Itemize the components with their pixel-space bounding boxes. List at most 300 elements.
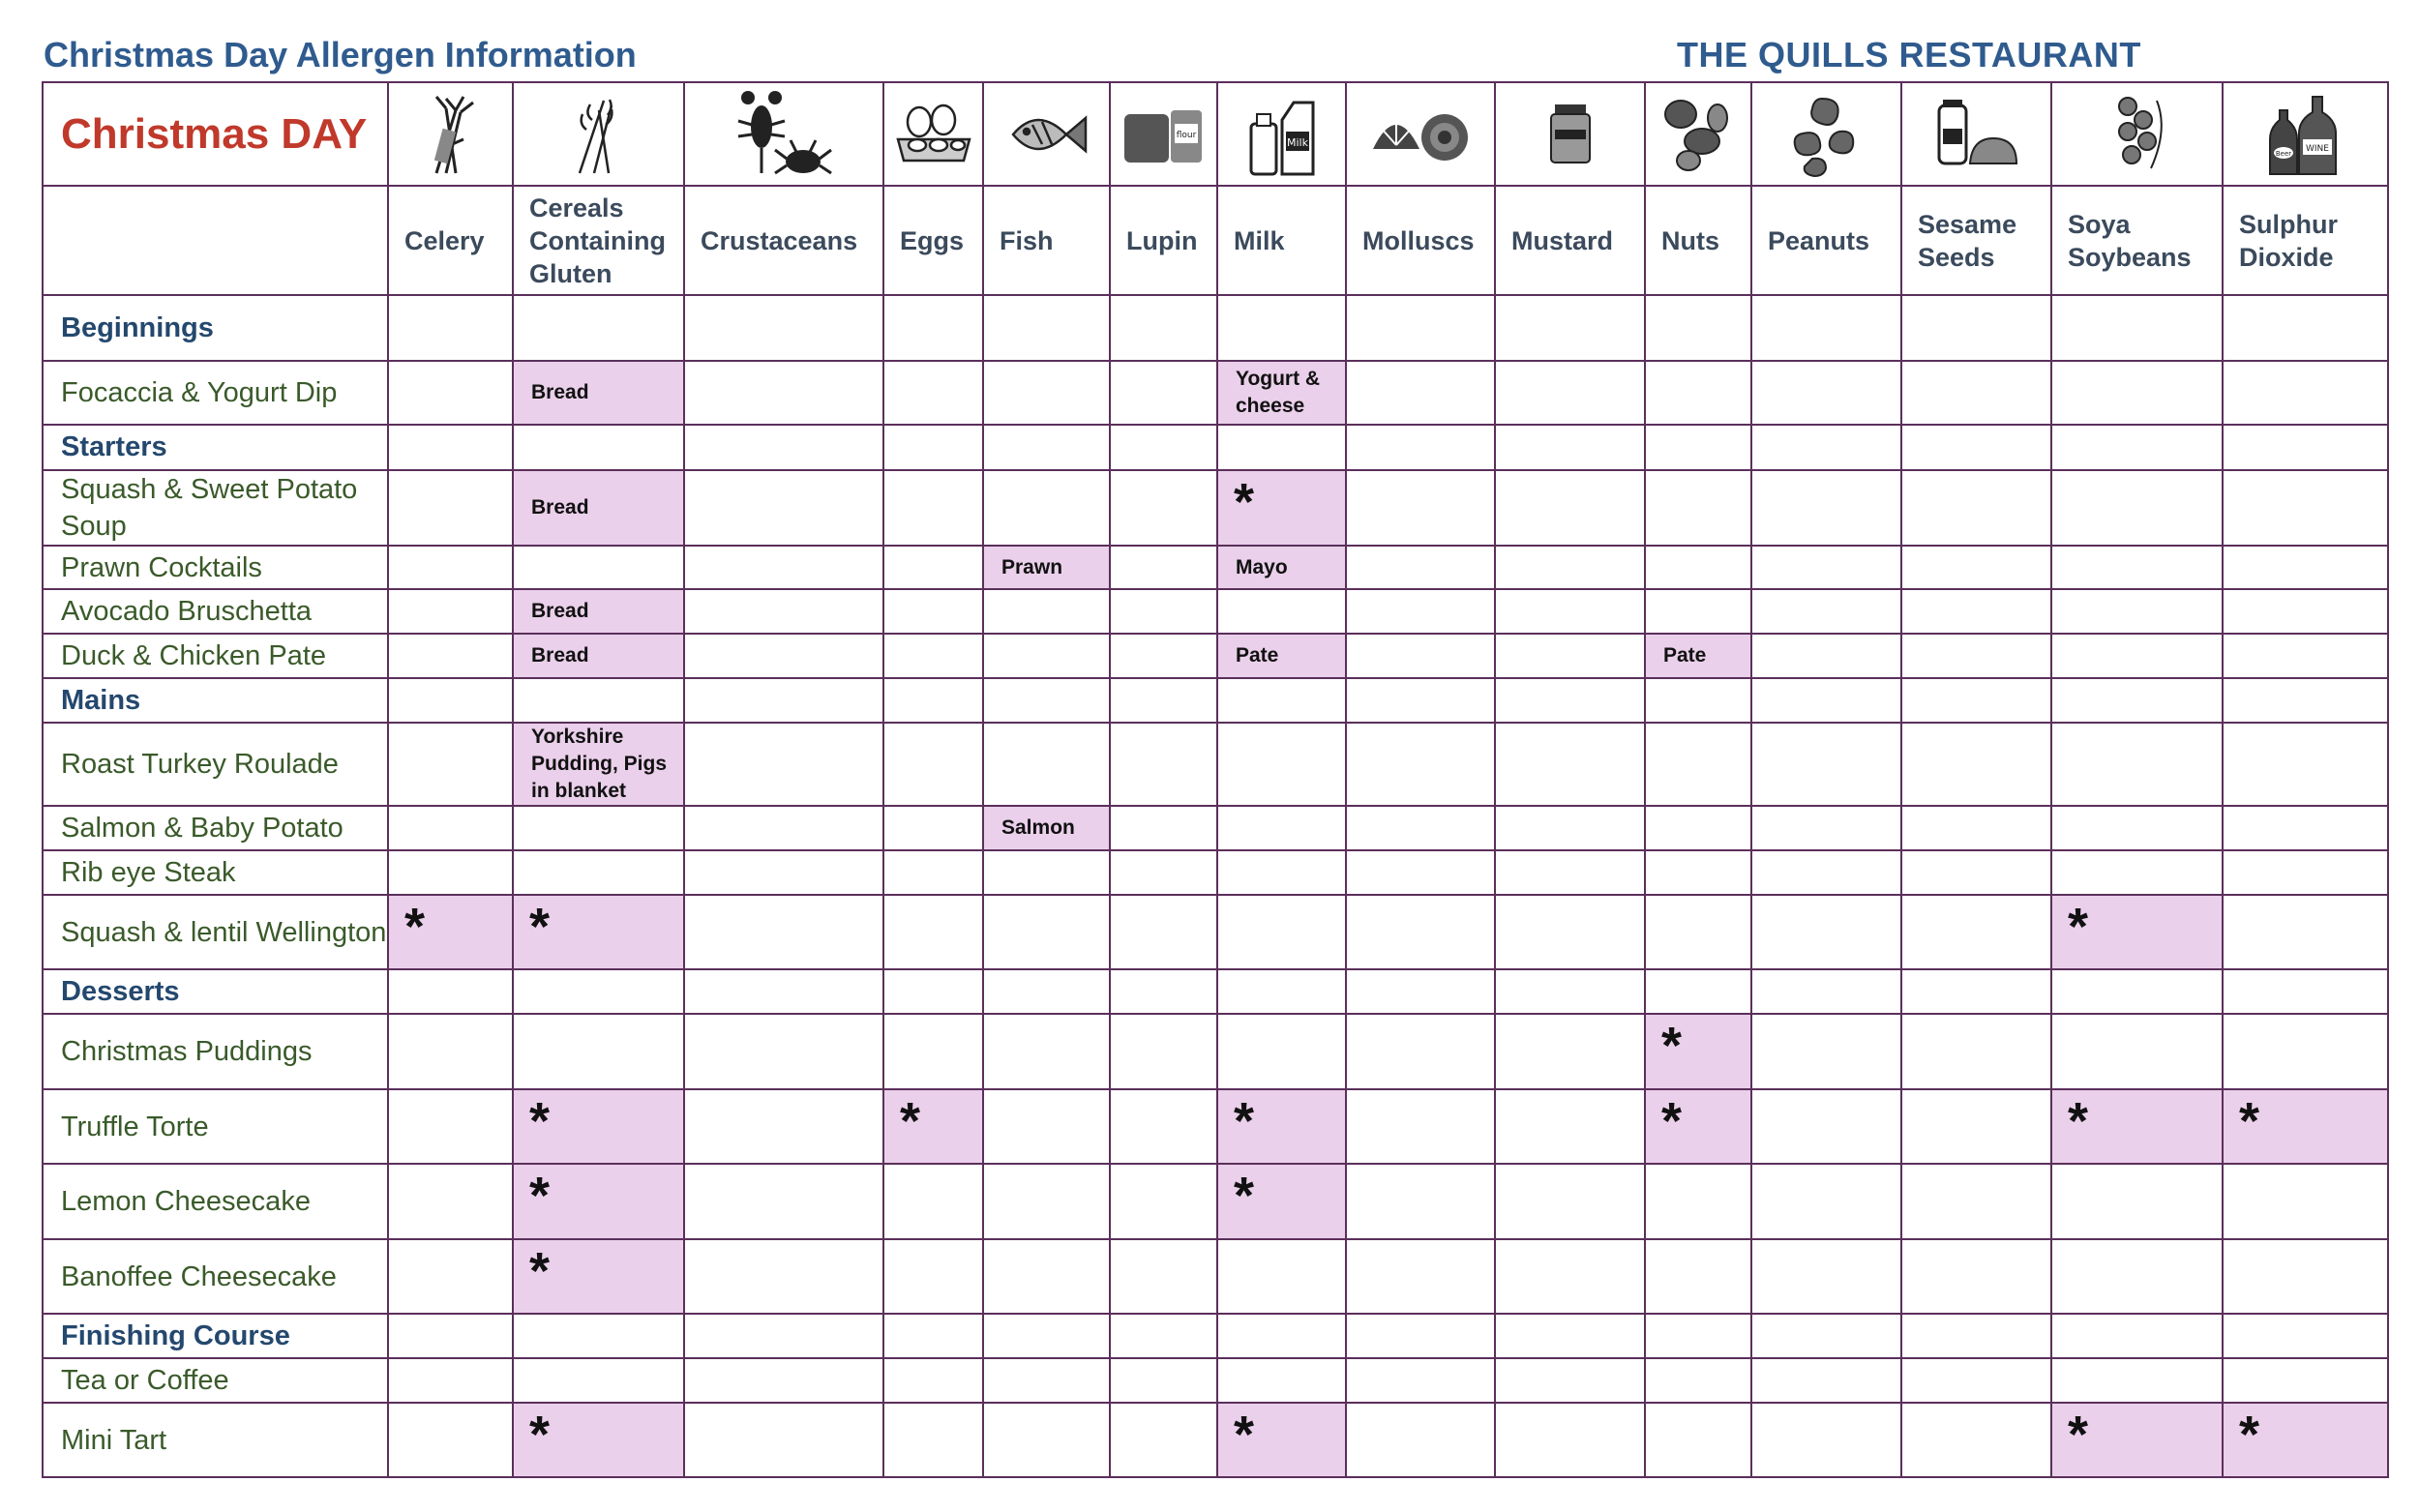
empty-cell <box>1645 1403 1751 1477</box>
dish-name: Banoffee Cheesecake <box>43 1239 388 1314</box>
empty-cell <box>883 1314 983 1358</box>
empty-cell <box>1645 723 1751 806</box>
section-title: Finishing Course <box>43 1314 388 1358</box>
dish-name: Squash & Sweet Potato Soup <box>43 470 388 546</box>
empty-cell <box>513 425 684 470</box>
empty-cell <box>388 634 513 678</box>
allergen-star-mark: * <box>513 895 684 969</box>
allergen-star-mark: * <box>1645 1089 1751 1164</box>
empty-cell <box>1495 295 1645 361</box>
empty-cell <box>2223 678 2388 723</box>
empty-cell <box>1495 1358 1645 1403</box>
empty-cell <box>684 1164 883 1239</box>
empty-cell <box>1110 361 1217 425</box>
empty-cell <box>513 1358 684 1403</box>
empty-cell <box>1495 1239 1645 1314</box>
allergen-star-mark: * <box>2223 1089 2388 1164</box>
empty-cell <box>513 546 684 589</box>
empty-cell <box>388 425 513 470</box>
allergen-star-mark: * <box>2223 1403 2388 1477</box>
empty-cell <box>388 470 513 546</box>
dish-name: Mini Tart <box>43 1403 388 1477</box>
empty-cell <box>2223 361 2388 425</box>
empty-cell <box>1901 470 2051 546</box>
empty-cell <box>684 895 883 969</box>
empty-cell <box>2051 634 2223 678</box>
empty-cell <box>1110 969 1217 1014</box>
empty-cell <box>1901 1014 2051 1089</box>
empty-cell <box>2051 678 2223 723</box>
empty-cell <box>1495 1403 1645 1477</box>
dish-name: Christmas Puddings <box>43 1014 388 1089</box>
empty-cell <box>1645 361 1751 425</box>
empty-cell <box>2051 850 2223 895</box>
empty-cell <box>1346 634 1495 678</box>
table-row <box>43 1164 2388 1239</box>
empty-cell <box>1495 470 1645 546</box>
empty-cell <box>1346 969 1495 1014</box>
empty-cell <box>1346 470 1495 546</box>
empty-cell <box>1346 723 1495 806</box>
empty-cell <box>883 634 983 678</box>
empty-cell <box>2223 425 2388 470</box>
empty-cell <box>883 895 983 969</box>
column-header-sulphur-dioxide: Sulphur Dioxide <box>2223 186 2388 295</box>
empty-cell <box>513 969 684 1014</box>
brand-first-letter: C <box>61 109 92 158</box>
empty-cell <box>1217 295 1346 361</box>
empty-cell <box>1346 589 1495 634</box>
menu-brand-title <box>43 82 388 186</box>
allergen-star-mark: * <box>1217 470 1346 546</box>
allergen-note: Bread <box>513 470 684 546</box>
mollusc-shell-icon <box>1346 82 1495 186</box>
empty-cell <box>2223 470 2388 546</box>
column-header-eggs: Eggs <box>883 186 983 295</box>
empty-cell <box>684 361 883 425</box>
empty-cell <box>983 634 1110 678</box>
empty-cell <box>1751 1358 1901 1403</box>
allergen-star-mark: * <box>883 1089 983 1164</box>
empty-cell <box>388 546 513 589</box>
empty-cell <box>1901 1089 2051 1164</box>
allergen-note: Yorkshire Pudding, Pigs in blanket <box>513 723 684 806</box>
empty-cell <box>1645 1239 1751 1314</box>
allergen-star-mark: * <box>2051 1089 2223 1164</box>
column-header-celery: Celery <box>388 186 513 295</box>
empty-cell <box>684 1014 883 1089</box>
brand-day: DAY <box>281 109 368 158</box>
empty-cell <box>1901 806 2051 850</box>
empty-cell <box>684 1239 883 1314</box>
empty-cell <box>2223 723 2388 806</box>
empty-cell <box>2051 546 2223 589</box>
empty-cell <box>388 1314 513 1358</box>
milk-icon <box>1217 82 1346 186</box>
empty-cell <box>983 1403 1110 1477</box>
empty-cell <box>1751 589 1901 634</box>
empty-cell <box>2051 470 2223 546</box>
empty-cell <box>1110 1089 1217 1164</box>
empty-cell <box>2223 589 2388 634</box>
empty-cell <box>388 1089 513 1164</box>
allergen-note: Salmon <box>983 806 1110 850</box>
allergen-star-mark: * <box>1217 1089 1346 1164</box>
dish-name: Tea or Coffee <box>43 1358 388 1403</box>
empty-cell <box>983 723 1110 806</box>
empty-cell <box>1217 969 1346 1014</box>
empty-cell <box>1901 295 2051 361</box>
empty-cell <box>1217 850 1346 895</box>
eggs-icon <box>883 82 983 186</box>
table-row <box>43 1089 2388 1164</box>
empty-cell <box>1901 1164 2051 1239</box>
empty-cell <box>2051 425 2223 470</box>
empty-cell <box>1346 1089 1495 1164</box>
empty-cell <box>1110 634 1217 678</box>
page-title: Christmas Day Allergen Information <box>44 35 637 74</box>
empty-cell <box>388 295 513 361</box>
mustard-jar-icon <box>1495 82 1645 186</box>
empty-cell <box>1495 425 1645 470</box>
empty-cell <box>1751 546 1901 589</box>
column-header-soya-soybeans: Soya Soybeans <box>2051 186 2223 295</box>
dish-name: Squash & lentil Wellington <box>43 895 388 969</box>
empty-cell <box>1751 895 1901 969</box>
empty-cell <box>1346 1014 1495 1089</box>
empty-cell <box>1645 895 1751 969</box>
empty-cell <box>1346 678 1495 723</box>
dish-name: Avocado Bruschetta <box>43 589 388 634</box>
empty-cell <box>1110 895 1217 969</box>
empty-cell <box>883 470 983 546</box>
fish-icon <box>983 82 1110 186</box>
empty-cell <box>684 470 883 546</box>
empty-cell <box>1346 361 1495 425</box>
empty-cell <box>1645 678 1751 723</box>
empty-cell <box>2223 634 2388 678</box>
empty-cell <box>388 1403 513 1477</box>
table-row <box>43 470 2388 546</box>
allergen-star-mark: * <box>388 895 513 969</box>
section-row-starters <box>43 425 2388 470</box>
svg-text:flour: flour <box>1176 130 1196 140</box>
table-row <box>43 361 2388 425</box>
allergen-note: Yogurt & cheese <box>1217 361 1346 425</box>
empty-cell <box>513 850 684 895</box>
empty-cell <box>2051 1239 2223 1314</box>
empty-cell <box>883 295 983 361</box>
empty-cell <box>1751 969 1901 1014</box>
empty-cell <box>684 678 883 723</box>
empty-cell <box>2223 850 2388 895</box>
dish-name: Roast Turkey Roulade <box>43 723 388 806</box>
empty-cell <box>1346 295 1495 361</box>
wine-bottle-icon <box>2223 82 2388 186</box>
empty-cell <box>1110 850 1217 895</box>
column-header-nuts: Nuts <box>1645 186 1751 295</box>
empty-cell <box>2223 1314 2388 1358</box>
allergen-note: Prawn <box>983 546 1110 589</box>
empty-cell <box>983 1314 1110 1358</box>
empty-cell <box>1645 806 1751 850</box>
dish-name: Focaccia & Yogurt Dip <box>43 361 388 425</box>
empty-cell <box>983 678 1110 723</box>
empty-cell <box>1346 546 1495 589</box>
empty-cell <box>2051 1014 2223 1089</box>
empty-cell <box>883 1014 983 1089</box>
empty-cell <box>983 470 1110 546</box>
empty-cell <box>2051 1358 2223 1403</box>
empty-cell <box>1751 850 1901 895</box>
empty-cell <box>513 295 684 361</box>
dish-name: Rib eye Steak <box>43 850 388 895</box>
empty-cell <box>1217 723 1346 806</box>
empty-cell <box>1110 1314 1217 1358</box>
empty-cell <box>2051 723 2223 806</box>
column-header-crustaceans: Crustaceans <box>684 186 883 295</box>
empty-cell <box>1751 1014 1901 1089</box>
empty-cell <box>1110 1358 1217 1403</box>
empty-cell <box>1495 361 1645 425</box>
empty-cell <box>1495 850 1645 895</box>
allergen-table <box>42 81 2389 1478</box>
table-row <box>43 895 2388 969</box>
empty-cell <box>883 425 983 470</box>
empty-cell <box>1495 678 1645 723</box>
empty-cell <box>1346 1403 1495 1477</box>
empty-cell <box>2051 969 2223 1014</box>
empty-cell <box>1751 295 1901 361</box>
empty-cell <box>513 1014 684 1089</box>
empty-cell <box>1346 1239 1495 1314</box>
empty-cell <box>684 969 883 1014</box>
empty-cell <box>388 589 513 634</box>
empty-cell <box>1217 1014 1346 1089</box>
empty-cell <box>388 1164 513 1239</box>
empty-cell <box>883 723 983 806</box>
empty-cell <box>1217 425 1346 470</box>
empty-cell <box>883 1239 983 1314</box>
empty-cell <box>983 425 1110 470</box>
empty-cell <box>1645 470 1751 546</box>
section-title: Mains <box>43 678 388 723</box>
table-row <box>43 806 2388 850</box>
empty-cell <box>1110 723 1217 806</box>
table-row <box>43 723 2388 806</box>
empty-cell <box>1751 634 1901 678</box>
empty-cell <box>983 1358 1110 1403</box>
empty-cell <box>1645 1358 1751 1403</box>
column-header-peanuts: Peanuts <box>1751 186 1901 295</box>
table-row <box>43 589 2388 634</box>
column-header-fish: Fish <box>983 186 1110 295</box>
empty-cell <box>983 1089 1110 1164</box>
section-row-mains <box>43 678 2388 723</box>
empty-cell <box>1901 546 2051 589</box>
empty-cell <box>883 361 983 425</box>
empty-cell <box>684 1314 883 1358</box>
empty-cell <box>1346 850 1495 895</box>
empty-cell <box>983 850 1110 895</box>
empty-cell <box>1751 1403 1901 1477</box>
svg-text:Milk: Milk <box>1286 135 1308 149</box>
empty-cell <box>1901 1403 2051 1477</box>
empty-cell <box>983 1239 1110 1314</box>
empty-cell <box>1901 589 2051 634</box>
empty-cell <box>684 1358 883 1403</box>
allergen-star-mark: * <box>1217 1164 1346 1239</box>
empty-cell <box>1495 1314 1645 1358</box>
empty-cell <box>983 361 1110 425</box>
empty-cell <box>1751 1239 1901 1314</box>
empty-cell <box>983 895 1110 969</box>
empty-cell <box>2223 1239 2388 1314</box>
empty-cell <box>1751 678 1901 723</box>
empty-cell <box>2051 806 2223 850</box>
allergen-star-mark: * <box>1217 1403 1346 1477</box>
empty-cell <box>1110 295 1217 361</box>
empty-cell <box>684 295 883 361</box>
empty-cell <box>513 806 684 850</box>
empty-cell <box>1495 723 1645 806</box>
empty-cell <box>2223 969 2388 1014</box>
empty-cell <box>2051 1164 2223 1239</box>
empty-cell <box>883 589 983 634</box>
column-header-mustard: Mustard <box>1495 186 1645 295</box>
empty-cell <box>388 806 513 850</box>
empty-cell <box>388 361 513 425</box>
empty-cell <box>1110 678 1217 723</box>
empty-cell <box>1751 470 1901 546</box>
empty-cell <box>1901 634 2051 678</box>
empty-cell <box>513 1314 684 1358</box>
peanuts-icon <box>1751 82 1901 186</box>
allergen-star-mark: * <box>2051 895 2223 969</box>
empty-cell <box>1217 1314 1346 1358</box>
empty-cell <box>1645 969 1751 1014</box>
empty-cell <box>1495 589 1645 634</box>
allergen-star-mark: * <box>513 1164 684 1239</box>
empty-cell <box>1645 850 1751 895</box>
empty-cell <box>1217 678 1346 723</box>
allergen-star-mark: * <box>1645 1014 1751 1089</box>
empty-cell <box>684 425 883 470</box>
empty-cell <box>1901 723 2051 806</box>
empty-cell <box>1110 589 1217 634</box>
allergen-note: Pate <box>1645 634 1751 678</box>
section-row-finishing-course <box>43 1314 2388 1358</box>
empty-cell <box>1110 470 1217 546</box>
empty-cell <box>1346 1314 1495 1358</box>
wheat-icon <box>513 82 684 186</box>
section-title: Desserts <box>43 969 388 1014</box>
empty-cell <box>883 969 983 1014</box>
empty-cell <box>1217 895 1346 969</box>
empty-cell <box>684 634 883 678</box>
empty-cell <box>883 1358 983 1403</box>
empty-cell <box>983 969 1110 1014</box>
empty-cell <box>983 589 1110 634</box>
empty-cell <box>2051 589 2223 634</box>
section-title: Beginnings <box>43 295 388 361</box>
empty-cell <box>1751 806 1901 850</box>
empty-cell <box>1645 425 1751 470</box>
dish-name: Truffle Torte <box>43 1089 388 1164</box>
empty-cell <box>1901 895 2051 969</box>
empty-cell <box>883 1403 983 1477</box>
empty-cell <box>1751 361 1901 425</box>
empty-cell <box>388 1014 513 1089</box>
empty-cell <box>2223 806 2388 850</box>
empty-cell <box>1495 969 1645 1014</box>
lupin-flour-icon <box>1110 82 1217 186</box>
dish-name: Salmon & Baby Potato <box>43 806 388 850</box>
allergen-star-mark: * <box>513 1403 684 1477</box>
allergen-star-mark: * <box>513 1089 684 1164</box>
empty-cell <box>1495 1164 1645 1239</box>
empty-cell <box>2223 295 2388 361</box>
empty-cell <box>1217 1358 1346 1403</box>
table-row <box>43 634 2388 678</box>
empty-cell <box>983 1164 1110 1239</box>
empty-cell <box>1901 1358 2051 1403</box>
empty-cell <box>1901 1239 2051 1314</box>
empty-cell <box>684 806 883 850</box>
empty-cell <box>1110 425 1217 470</box>
soya-icon <box>2051 82 2223 186</box>
empty-cell <box>684 723 883 806</box>
column-header-lupin: Lupin <box>1110 186 1217 295</box>
empty-cell <box>684 1403 883 1477</box>
empty-cell <box>983 1014 1110 1089</box>
dish-name: Duck & Chicken Pate <box>43 634 388 678</box>
header-blank <box>43 186 388 295</box>
empty-cell <box>2051 295 2223 361</box>
empty-cell <box>1217 1239 1346 1314</box>
table-row <box>43 1239 2388 1314</box>
sesame-icon <box>1901 82 2051 186</box>
empty-cell <box>1751 1089 1901 1164</box>
empty-cell <box>388 850 513 895</box>
empty-cell <box>388 723 513 806</box>
table-row <box>43 1358 2388 1403</box>
empty-cell <box>1110 806 1217 850</box>
dish-name: Lemon Cheesecake <box>43 1164 388 1239</box>
empty-cell <box>1110 546 1217 589</box>
empty-cell <box>388 678 513 723</box>
nuts-icon <box>1645 82 1751 186</box>
empty-cell <box>1901 361 2051 425</box>
empty-cell <box>1751 723 1901 806</box>
empty-cell <box>684 546 883 589</box>
empty-cell <box>1645 546 1751 589</box>
empty-cell <box>1110 1239 1217 1314</box>
empty-cell <box>1217 589 1346 634</box>
column-header-molluscs: Molluscs <box>1346 186 1495 295</box>
allergen-note: Bread <box>513 634 684 678</box>
svg-text:Beer: Beer <box>2275 149 2291 158</box>
empty-cell <box>1645 295 1751 361</box>
empty-cell <box>684 850 883 895</box>
allergen-note: Bread <box>513 361 684 425</box>
svg-text:WINE: WINE <box>2305 143 2329 154</box>
empty-cell <box>1495 1014 1645 1089</box>
empty-cell <box>1110 1014 1217 1089</box>
empty-cell <box>883 806 983 850</box>
table-row <box>43 546 2388 589</box>
empty-cell <box>1901 1314 2051 1358</box>
